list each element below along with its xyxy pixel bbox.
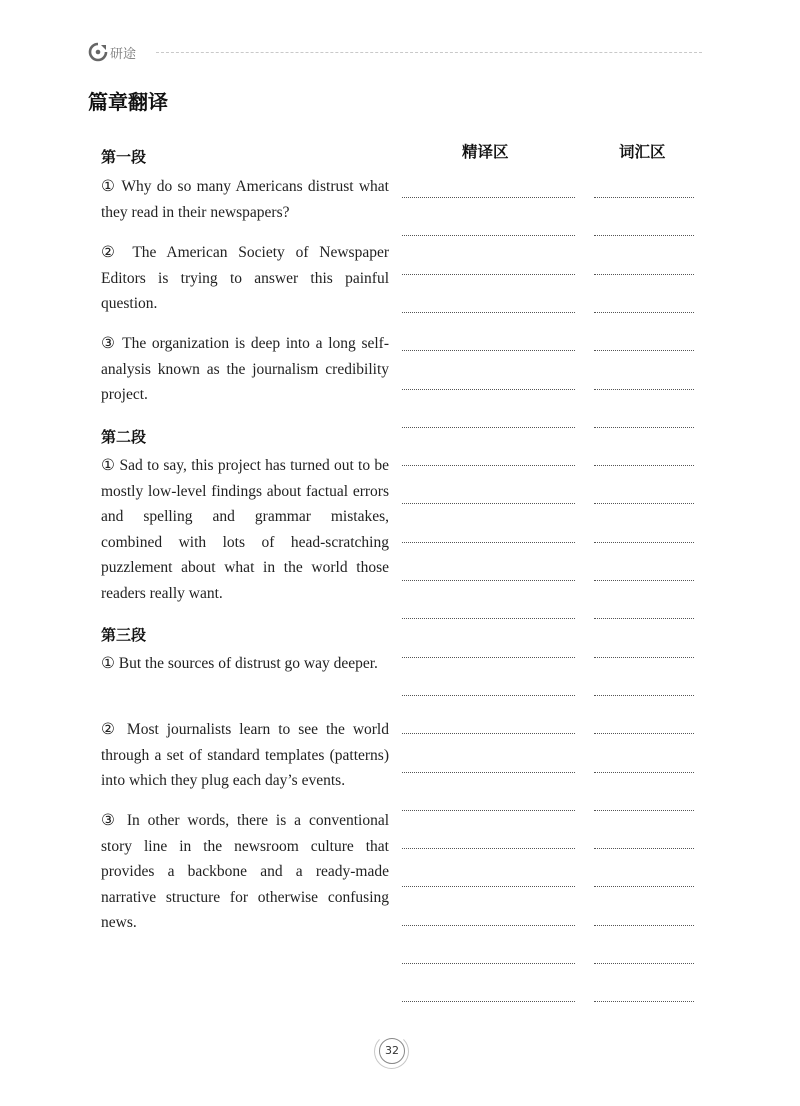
translation-writing-line[interactable] xyxy=(402,580,575,581)
translation-writing-line[interactable] xyxy=(402,1001,575,1002)
page-number: 32 xyxy=(385,1044,399,1057)
vocabulary-writing-line[interactable] xyxy=(594,925,694,926)
paragraph-heading: 第一段 xyxy=(101,148,147,166)
vocabulary-writing-line[interactable] xyxy=(594,772,694,773)
vocabulary-writing-line[interactable] xyxy=(594,848,694,849)
translation-writing-line[interactable] xyxy=(402,810,575,811)
vocabulary-writing-line[interactable] xyxy=(594,274,694,275)
translation-writing-line[interactable] xyxy=(402,274,575,275)
sentence: ③ The organization is deep into a long self-analysis known as the journalism credibility project. xyxy=(101,335,389,403)
header-divider xyxy=(156,52,702,53)
sentence: ① Sad to say, this project has turned out to be mostly low-level findings about factual errors and spelling and grammar mistakes, combined with lots of head-scratching puzzlement about what in the world those readers really want. xyxy=(101,457,389,602)
translation-writing-line[interactable] xyxy=(402,235,575,236)
translation-writing-line[interactable] xyxy=(402,695,575,696)
sentence: ② Most journalists learn to see the world through a set of standard templates (patterns) into which they plug each day’s events. xyxy=(101,721,389,789)
translation-column-header: 精译区 xyxy=(462,143,509,161)
vocabulary-writing-line[interactable] xyxy=(594,963,694,964)
paragraph-heading: 第二段 xyxy=(101,428,147,446)
logo xyxy=(88,42,136,62)
paragraph-heading: 第三段 xyxy=(101,626,147,644)
vocabulary-writing-line[interactable] xyxy=(594,350,694,351)
vocabulary-writing-line[interactable] xyxy=(594,733,694,734)
vocabulary-writing-line[interactable] xyxy=(594,197,694,198)
translation-writing-line[interactable] xyxy=(402,427,575,428)
translation-writing-line[interactable] xyxy=(402,542,575,543)
page-number-badge xyxy=(379,1038,405,1064)
vocabulary-writing-line[interactable] xyxy=(594,657,694,658)
vocabulary-writing-line[interactable] xyxy=(594,389,694,390)
vocabulary-column-header: 词汇区 xyxy=(619,143,666,161)
vocabulary-writing-line[interactable] xyxy=(594,542,694,543)
vocabulary-writing-line[interactable] xyxy=(594,695,694,696)
sentence: ① But the sources of distrust go way deeper. xyxy=(101,655,378,672)
vocabulary-writing-line[interactable] xyxy=(594,465,694,466)
translation-writing-line[interactable] xyxy=(402,312,575,313)
translation-writing-line[interactable] xyxy=(402,886,575,887)
vocabulary-writing-line[interactable] xyxy=(594,235,694,236)
page-header xyxy=(88,40,702,64)
vocabulary-writing-line[interactable] xyxy=(594,810,694,811)
sentence: ② The American Society of Newspaper Editors is trying to answer this painful question. xyxy=(101,244,389,312)
logo-icon xyxy=(88,42,108,62)
translation-writing-line[interactable] xyxy=(402,657,575,658)
vocabulary-writing-line[interactable] xyxy=(594,312,694,313)
translation-writing-line[interactable] xyxy=(402,772,575,773)
translation-writing-line[interactable] xyxy=(402,733,575,734)
vocabulary-writing-line[interactable] xyxy=(594,1001,694,1002)
vocabulary-writing-line[interactable] xyxy=(594,886,694,887)
logo-text: 研途 xyxy=(110,46,137,62)
translation-writing-line[interactable] xyxy=(402,503,575,504)
translation-writing-line[interactable] xyxy=(402,848,575,849)
vocabulary-writing-line[interactable] xyxy=(594,580,694,581)
section-title: 篇章翻译 xyxy=(88,90,168,114)
vocabulary-writing-line[interactable] xyxy=(594,427,694,428)
sentence: ③ In other words, there is a conventional story line in the newsroom culture that provides a backbone and a ready-made narrative structure for otherwise confusing news. xyxy=(101,812,389,931)
translation-writing-line[interactable] xyxy=(402,389,575,390)
translation-writing-line[interactable] xyxy=(402,618,575,619)
translation-writing-line[interactable] xyxy=(402,350,575,351)
translation-writing-line[interactable] xyxy=(402,925,575,926)
translation-writing-line[interactable] xyxy=(402,465,575,466)
vocabulary-writing-line[interactable] xyxy=(594,618,694,619)
sentence: ① Why do so many Americans distrust what they read in their newspapers? xyxy=(101,178,389,221)
translation-writing-line[interactable] xyxy=(402,197,575,198)
translation-writing-line[interactable] xyxy=(402,963,575,964)
vocabulary-writing-line[interactable] xyxy=(594,503,694,504)
